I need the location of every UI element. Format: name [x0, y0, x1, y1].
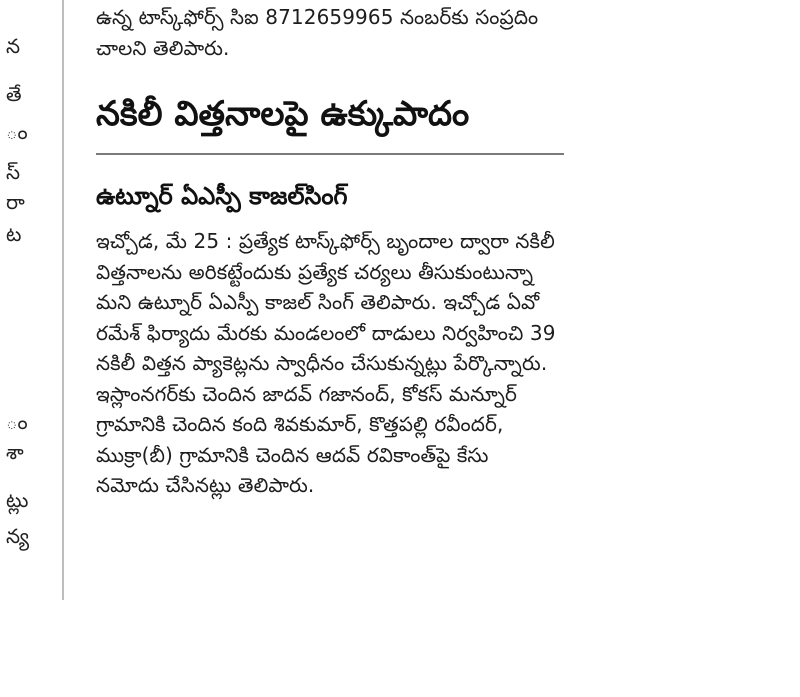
- text-line: విత్తనాలను అరికట్టేందుకు ప్రత్యేక చర్యలు తీసుకుంటున్నా: [96, 259, 534, 284]
- fragment-text: స్: [6, 160, 21, 184]
- fragment-text: ం: [6, 120, 28, 144]
- text-line: ఇచ్చోడ, మే 25 : ప్రత్యేక టాస్క్‌ఫోర్స్ బృందాల ద్వారా నకిలీ: [96, 229, 555, 253]
- text-line: చాలని తెలిపారు.: [96, 35, 230, 60]
- text-line: ఉన్న టాస్క్‌ఫోర్స్ సిఐ 8712659965 నంబర్‌కు సంప్రదిం: [96, 5, 539, 29]
- text-line: గ్రామానికి చెందిన కంది శివకుమార్, కొత్తపల్లి రవీందర్,: [96, 412, 504, 436]
- fragment-text: తే: [6, 82, 22, 106]
- text-line: మని ఉట్నూర్ ఏఎస్పీ కాజల్ సింగ్ తెలిపారు. ఇచ్చోడ ఏవో: [96, 290, 540, 314]
- text-line: నకిలీ విత్తన ప్యాకెట్లను స్వాధీనం చేసుకున్నట్లు పేర్కొన్నారు.: [96, 351, 548, 375]
- text-line: నమోదు చేసినట్లు తెలిపారు.: [96, 473, 315, 497]
- left-column-fragments: [0, 0, 60, 600]
- headline-underline: [96, 153, 564, 155]
- fragment-text: శా: [6, 440, 24, 464]
- fragment-text: ట్లు: [6, 488, 29, 512]
- fragment-text: న: [6, 34, 21, 58]
- article-headline: నకిలీ విత్తనాలపై ఉక్కుపాదం: [96, 94, 470, 134]
- text-line: ముక్రా(బీ) గ్రామానికి చెందిన ఆదవ్ రవికాంత్‌పై కేసు: [96, 442, 489, 467]
- fragment-text: రా: [6, 190, 25, 214]
- previous-story-tail: [96, 2, 696, 63]
- article-body: [96, 226, 696, 501]
- fragment-text: న్య: [6, 524, 29, 548]
- fragment-text: ట: [6, 222, 22, 246]
- text-line: రమేశ్ ఫిర్యాదు మేరకు మండలంలో దాడులు నిర్వహించి 39: [96, 320, 556, 345]
- fragment-text: ం: [6, 410, 28, 434]
- text-line: ఇస్లాంనగర్‌కు చెందిన జాదవ్ గజానంద్, కోకస్ మన్నూర్: [96, 381, 517, 406]
- article-subheadline: ఉట్నూర్ ఏఎస్పీ కాజల్‌సింగ్: [96, 182, 348, 210]
- column-divider: [62, 0, 64, 600]
